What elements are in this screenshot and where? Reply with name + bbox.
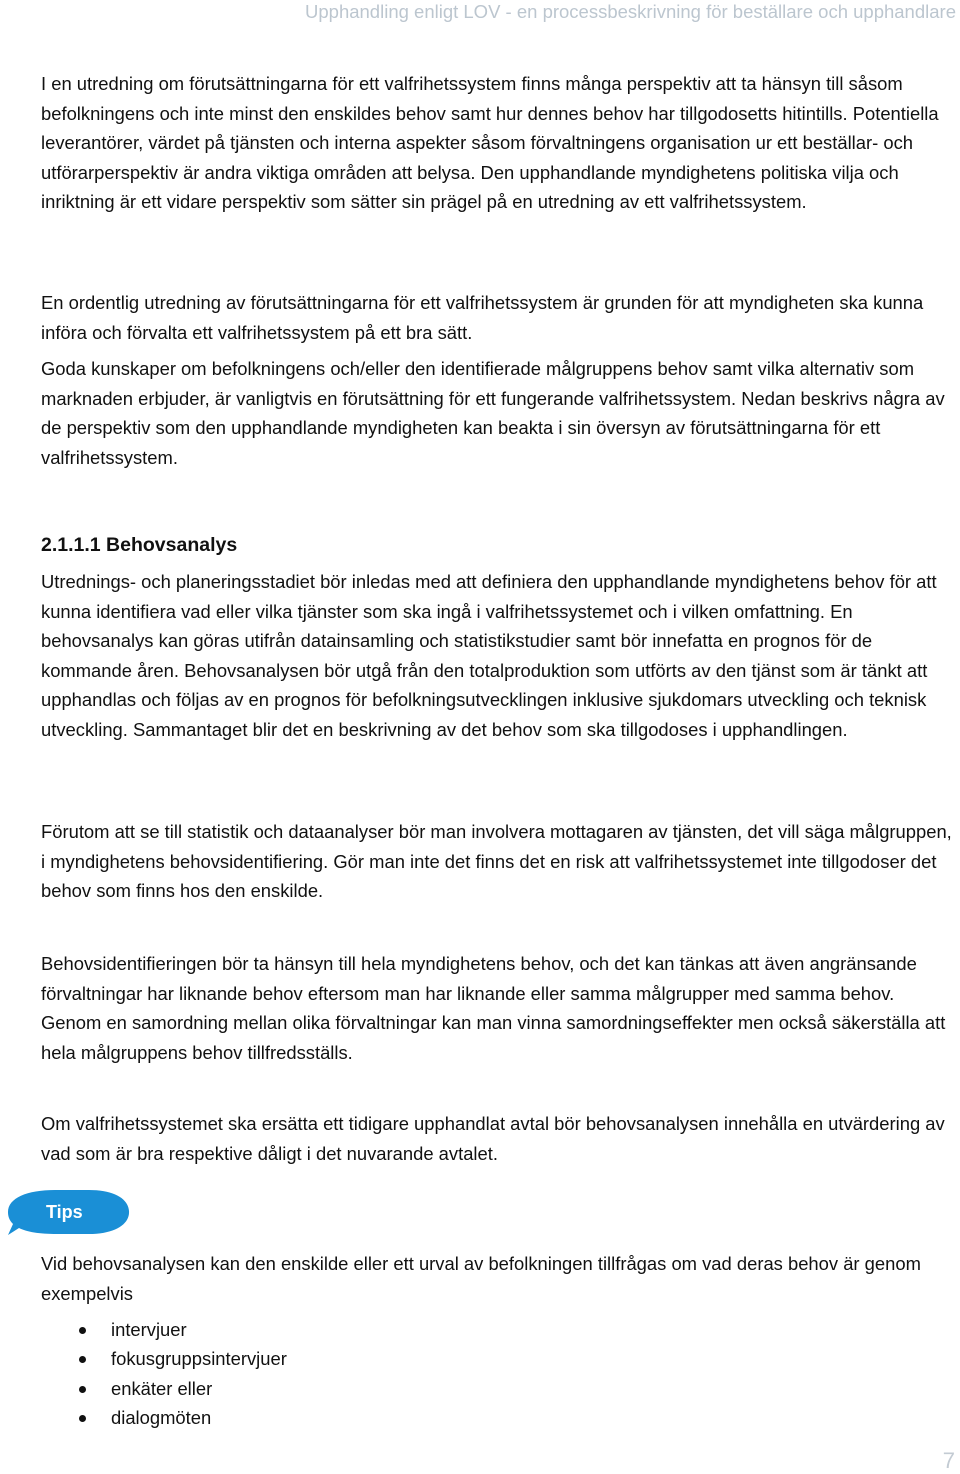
list-item xyxy=(41,1403,287,1432)
running-header: Upphandling enligt LOV - en processbeskrivning för beställare och upphandlare xyxy=(305,1,956,22)
page-number: 7 xyxy=(942,1448,955,1473)
list-item xyxy=(41,1315,287,1344)
paragraph-utredning: En ordentlig utredning av förutsättningarna för ett valfrihetssystem är grunden för att myndigheten ska kunna införa och förvalta ett valfrihetssystem på ett bra sätt. xyxy=(41,292,924,343)
list-item-text: dialogmöten xyxy=(111,1406,212,1428)
bullet-icon xyxy=(79,1356,86,1363)
section-heading: 2.1.1.1 Behovsanalys xyxy=(41,534,238,556)
bullet-icon xyxy=(79,1415,86,1422)
paragraph-intro: I en utredning om förutsättningarna för ett valfrihetssystem finns många perspektiv att ta hänsyn till såsom befolkningens och inte minst den enskildes behov samt hur dennes behov har tillgodosetts hitintills. Potentiella leverantörer, värdet på tjänsten och interna aspekter såsom förvaltningens organisation ur ett beställar- och utförarperspektiv är andra viktiga områden att belysa. Den upphandlande myndighetens politiska vilja och inriktning är ett vidare perspektiv som sätter sin prägel på en utredning av ett valfrihetssystem. xyxy=(41,73,939,212)
paragraph-mottagare: Förutom att se till statistik och dataanalyser bör man involvera mottagaren av tjänsten, det vill säga målgruppen, i myndighetens behovsidentifiering. Gör man inte det finns det en risk att valfrihetssystemet inte tillgodoser det behov som finns hos den enskilde. xyxy=(41,821,952,901)
bullet-list xyxy=(41,1315,287,1432)
list-item-text: enkäter eller xyxy=(111,1377,213,1399)
list-item-text: fokusgruppsintervjuer xyxy=(111,1348,287,1370)
paragraph-tips: Vid behovsanalysen kan den enskilde eller ett urval av befolkningen tillfrågas om vad deras behov är genom exempelvis xyxy=(41,1253,921,1304)
tips-label: Tips xyxy=(46,1202,83,1222)
bullet-icon xyxy=(79,1386,86,1393)
list-item xyxy=(41,1374,287,1403)
paragraph-tidigare-avtal: Om valfrihetssystemet ska ersätta ett tidigare upphandlat avtal bör behovsanalysen innehålla en utvärdering av vad som är bra respektive dåligt i det nuvarande avtalet. xyxy=(41,1113,945,1164)
bullet-icon xyxy=(79,1327,86,1334)
list-item xyxy=(41,1344,287,1373)
paragraph-behovsidentifiering: Behovsidentifieringen bör ta hänsyn till hela myndighetens behov, och det kan tänkas att även angränsande förvaltningar har liknande behov eftersom man har liknande eller samma målgrupper med samma behov. Genom en samordning mellan olika förvaltningar kan man vinna samordningseffekter men också säkerställa att hela målgruppens behov tillfredsställs. xyxy=(41,953,946,1063)
paragraph-behovsanalys: Utrednings- och planeringsstadiet bör inledas med att definiera den upphandlande myndighetens behov för att kunna identifiera vad eller vilka tjänster som ska ingå i valfrihetssystemet och i vilken omfattning. En behovsanalys kan göras utifrån datainsamling och statistikstudier samt bör innefatta en prognos för de kommande åren. Behovsanalysen bör utgå från den totalproduktion som utförts av den tjänst som är tänkt att upphandlas och följas av en prognos för befolkningsutvecklingen inklusive sjukdomars utveckling och teknisk utveckling. Sammantaget blir det en beskrivning av det behov som ska tillgodoses i upphandlingen. xyxy=(41,571,937,740)
list-item-text: intervjuer xyxy=(111,1319,187,1340)
paragraph-kunskaper: Goda kunskaper om befolkningens och/eller den identifierade målgruppens behov samt vilka alternativ som marknaden erbjuder, är vanligtvis en förutsättning för ett fungerande valfrihetssystem. Nedan beskrivs några av de perspektiv som den upphandlande myndigheten kan beakta i sin översyn av förutsättningarna för ett valfrihetssystem. xyxy=(41,358,945,468)
